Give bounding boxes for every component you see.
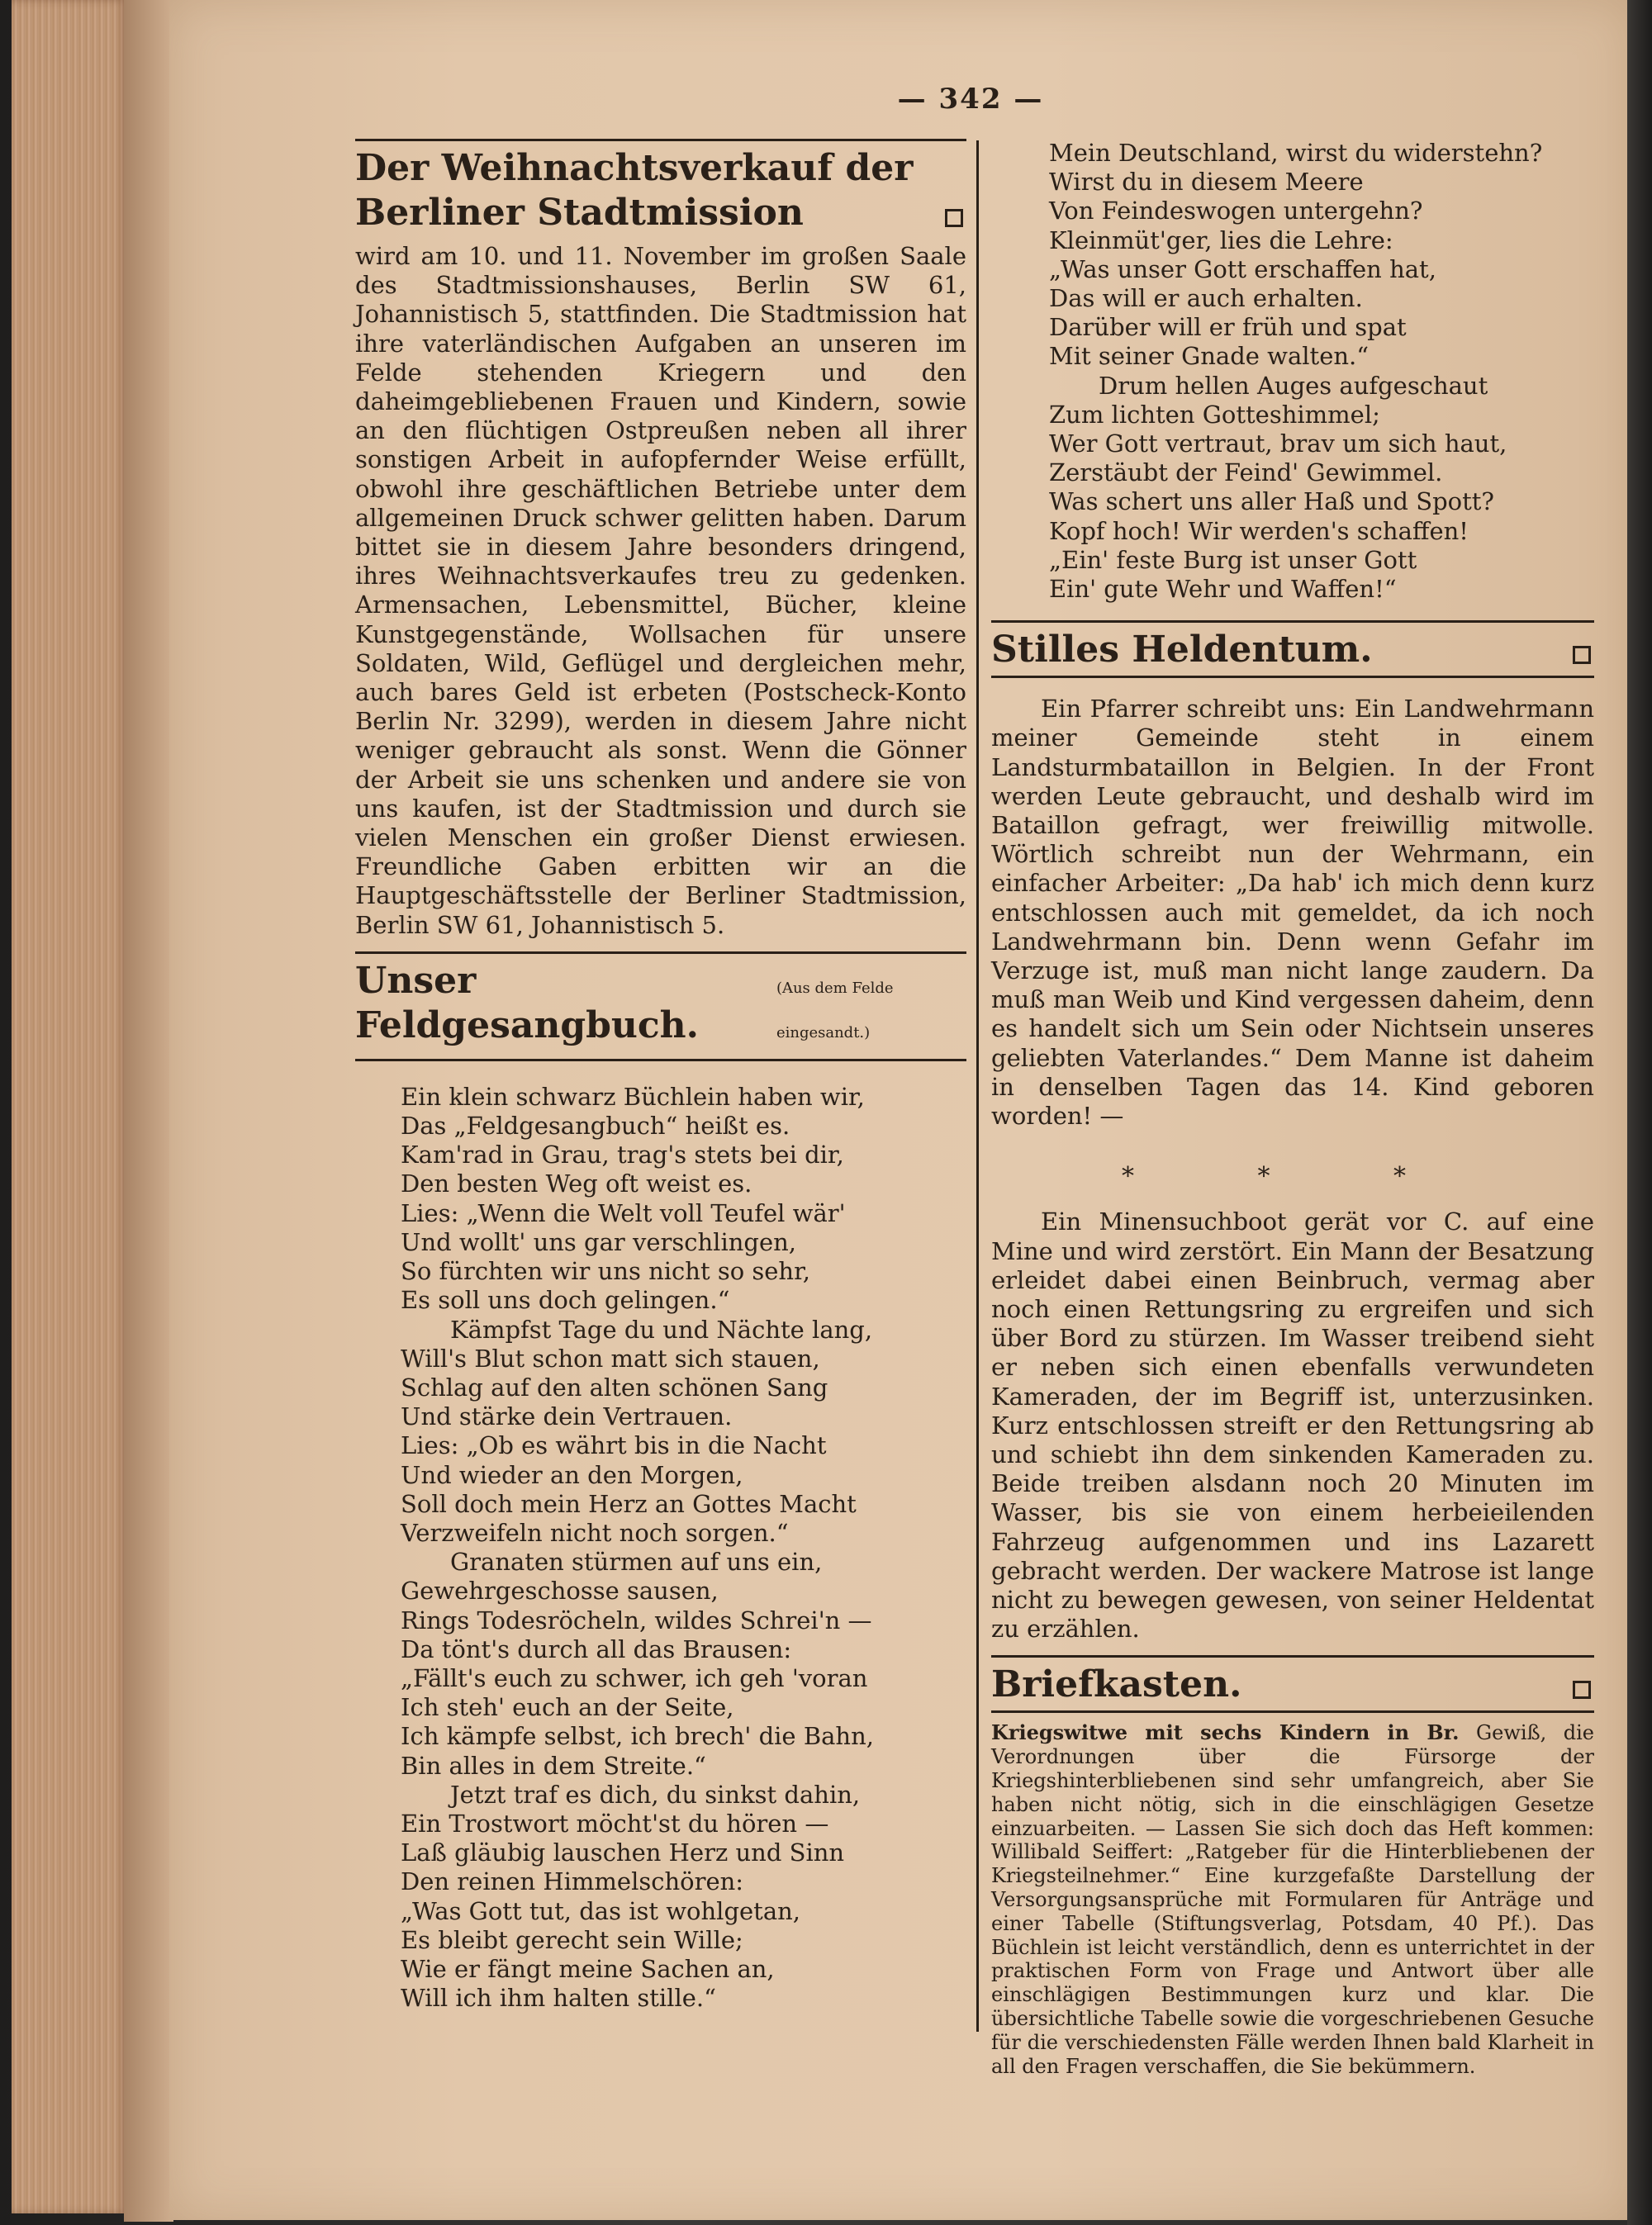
square-ornament-icon: [945, 209, 963, 227]
poem-line: Zum lichten Gotteshimmel;: [1049, 400, 1380, 429]
poem-line: Darüber will er früh und spat: [1049, 313, 1407, 342]
poem-line: Rings Todesröcheln, wildes Schrei'n —: [401, 1606, 872, 1634]
poem-line: Drum hellen Auges aufgeschaut: [1099, 371, 1488, 400]
poem-line: „Was unser Gott erschaffen hat,: [1049, 254, 1436, 283]
top-rule-left: [355, 139, 966, 141]
article-title-text: Unser Feldgesangbuch.: [355, 959, 699, 1046]
cover-edge-right: [1627, 0, 1652, 2225]
poem-line: Und wollt' uns gar verschlingen,: [401, 1227, 797, 1256]
poem-line: Will ich ihm halten stille.“: [401, 1984, 716, 2013]
poem-stanza: [401, 1316, 966, 1549]
poem-line: Mein Deutschland, wirst du widerstehn?: [1049, 139, 1543, 167]
poem-line: Lies: „Wenn die Welt voll Teufel wär': [401, 1198, 846, 1227]
gutter: [124, 0, 173, 2222]
poem-line: Was schert uns aller Haß und Spott?: [1049, 487, 1494, 516]
poem-line: Kam'rad in Grau, trag's stets bei dir,: [401, 1141, 844, 1169]
poem-line: Das „Feldgesangbuch“ heißt es.: [401, 1112, 790, 1141]
poem-line: Wirst du in diesem Meere: [1049, 168, 1364, 197]
poem-line: Es soll uns doch gelingen.“: [401, 1286, 730, 1315]
letter-answer: Gewiß, die Verordnungen über die Fürsorge der Kriegshinterbliebenen sind sehr umfangreich, aber Sie haben nicht nötig, sich in die einschlägigen Gesetze einzuarbeiten. — Lassen Sie sich doch das Heft kommen: Willibald Seiffert: „Ratgeber für die Hinterbliebenen der Kriegsteilnehmer.“ Eine kurzgefaßte Darstellung der Versorgungsansprüche mit Formularen für Anträge und einer Tabelle (Stiftungsverlag, Potsdam, 40 Pf.). Das Büchlein ist leicht verständlich, denn es unterrichtet in der praktischen Form von Frage und Antwort über alle einschlägigen Bestimmungen kurz und klar. Die übersichtliche Tabelle sowie die vorgeschriebenen Gesuche für die verschiedensten Fälle werden Ihnen bald Klarheit in all den Fragen verschaffen, die Sie bekümmern.: [991, 1721, 1594, 2078]
section-rule: [355, 951, 966, 954]
poem-line: Verzweifeln nicht noch sorgen.“: [401, 1518, 789, 1547]
poem-continuation: [991, 139, 1594, 604]
poem-line: Kopf hoch! Wir werden's schaffen!: [1049, 516, 1469, 545]
poem-stanza: [401, 1548, 966, 1781]
right-column: [991, 139, 1594, 2078]
paragraph: Ein Minensuchboot gerät vor C. auf eine Mine und wird zerstört. Ein Mann der Besatzung erleidet dabei einen Beinbruch, vermag aber noch einen Rettungsring zu ergreifen und sich über Bord zu stürzen. Im Wasser treibend sieht er neben sich einen ebenfalls verwundeten Kameraden, der im Begriff ist, unterzusinken. Kurz entschlossen streift er den Rettungsring ab und schiebt ihn dem sinkenden Kameraden zu. Beide treiben alsdann noch 20 Minuten im Wasser, bis sie von einem herbeieilenden Fahrzeug aufgenommen und ins Lazarett gebracht werden. Der wackere Matrose ist lange nicht zu bewegen gewesen, von seiner Heldentat zu erzählen.: [991, 1207, 1594, 1644]
poem-stanza: [1049, 139, 1594, 372]
poem-line: „Fällt's euch zu schwer, ich geh 'voran: [401, 1663, 868, 1692]
poem-line: Den besten Weg oft weist es.: [401, 1169, 752, 1198]
article-title-weihnachtsverkauf: [355, 146, 966, 235]
article-title-briefkasten: [991, 1663, 1594, 1707]
letter-recipient: Kriegswitwe mit sechs Kindern in Br.: [991, 1720, 1460, 1745]
article-title-heldentum: [991, 628, 1594, 672]
poem-line: Ich kämpfe selbst, ich brech' die Bahn,: [401, 1722, 874, 1751]
left-column: [355, 139, 966, 2013]
square-ornament-icon: [1573, 646, 1591, 664]
poem-feldgesangbuch: [355, 1083, 966, 2014]
poem-line: Jetzt traf es dich, du sinkst dahin,: [450, 1780, 861, 1809]
paragraph: wird am 10. und 11. November im großen Saale des Stadtmissionshauses, Berlin SW 61, Johannistisch 5, stattfinden. Die Stadtmission hat ihre vaterländischen Aufgaben an unseren im Felde stehenden Kriegern und den daheimgebliebenen Frauen und Kindern, sowie an den flüchtigen Ostpreußen neben all ihrer sonstigen Arbeit in aufopfernder Weise erfüllt, obwohl ihre geschäftlichen Betriebe unter dem allgemeinen Druck schwer gelitten haben. Darum bittet sie in diesem Jahre besonders dringend, ihres Weihnachtsverkaufes treu zu gedenken. Armensachen, Lebensmittel, Bücher, kleine Kunstgegenstände, Wollsachen für unsere Soldaten, Wild, Geflügel und dergleichen mehr, auch bares Geld ist erbeten (Postscheck-Konto Berlin Nr. 3299), werden in diesem Jahre nicht weniger gebraucht als sonst. Wenn die Gönner der Arbeit sie uns schenken und andere sie von uns kaufen, ist der Stadtmission und durch sie vielen Menschen ein großer Dienst erwiesen. Freundliche Gaben erbitten wir an die Hauptgeschäftsstelle der Berliner Stadtmission, Berlin SW 61, Johannistisch 5.: [355, 242, 966, 939]
poem-line: So fürchten wir uns nicht so sehr,: [401, 1257, 811, 1286]
poem-line: Kämpfst Tage du und Nächte lang,: [450, 1315, 873, 1344]
article-note: (Aus dem Felde eingesandt.): [776, 979, 894, 1041]
poem-line: Kleinmüt'ger, lies die Lehre:: [1049, 225, 1393, 254]
article-title-feldgesangbuch: [355, 959, 966, 1056]
poem-line: Da tönt's durch all das Brausen:: [401, 1634, 792, 1663]
article-body-weihnachtsverkauf: [355, 242, 966, 940]
poem-line: Bin alles in dem Streite.“: [401, 1751, 706, 1780]
poem-line: Wer Gott vertraut, brav um sich haut,: [1049, 429, 1507, 458]
page-edges: [12, 0, 127, 2213]
poem-line: Von Feindeswogen untergehn?: [1049, 197, 1423, 225]
poem-line: Den reinen Himmelschören:: [401, 1867, 744, 1896]
article-body-briefkasten: [991, 1721, 1594, 2078]
poem-line: Das will er auch erhalten.: [1049, 284, 1363, 313]
poem-line: Ein Trostwort möcht'st du hören —: [401, 1809, 829, 1838]
poem-line: Mit seiner Gnade walten.“: [1049, 342, 1370, 371]
section-rule: [991, 1710, 1594, 1713]
column-divider: [976, 140, 979, 2032]
poem-line: Soll doch mein Herz an Gottes Macht: [401, 1489, 857, 1518]
paragraph: Ein Pfarrer schreibt uns: Ein Landwehrmann meiner Gemeinde steht in einem Landsturmbataillon in Belgien. In der Front werden Leute gebraucht, und deshalb wird im Bataillon gefragt, wer freiwillig mitwolle. Wörtlich schreibt nun der Wehrmann, ein einfacher Arbeiter: „Da hab' ich mich denn kurz entschlossen auch mit gemeldet, da ich noch Landwehrmann bin. Denn wenn Gefahr im Verzuge ist, muß man nicht lange zaudern. Da muß man Weib und Kind vergessen daheim, denn es handelt sich um Sein oder Nichtsein unseres geliebten Vaterlandes.“ Dem Manne ist daheim in denselben Tagen das 14. Kind geboren worden! —: [991, 695, 1594, 1131]
poem-line: Zerstäubt der Feind' Gewimmel.: [1049, 458, 1443, 487]
poem-line: Granaten stürmen auf uns ein,: [450, 1548, 823, 1577]
poem-line: „Ein' feste Burg ist unser Gott: [1049, 545, 1417, 574]
poem-line: Ein' gute Wehr und Waffen!“: [1049, 575, 1397, 604]
poem-line: Wie er fängt meine Sachen an,: [401, 1954, 775, 1983]
poem-line: Laß gläubig lauschen Herz und Sinn: [401, 1838, 845, 1867]
square-ornament-icon: [1573, 1681, 1591, 1699]
poem-stanza: [401, 1781, 966, 2014]
poem-line: Will's Blut schon matt sich stauen,: [401, 1344, 820, 1373]
section-rule: [991, 1655, 1594, 1658]
poem-line: Ich steh' euch an der Seite,: [401, 1693, 734, 1722]
poem-line: Es bleibt gerecht sein Wille;: [401, 1925, 743, 1954]
poem-stanza: [1049, 372, 1594, 605]
section-stars: * * *: [1121, 1162, 1464, 1192]
section-rule: [991, 676, 1594, 678]
poem-line: Ein klein schwarz Büchlein haben wir,: [401, 1082, 865, 1111]
section-rule: [355, 1059, 966, 1061]
article-title-text: Der Weihnachtsverkauf der Berliner Stadtmission: [355, 147, 914, 234]
page-number: — 342 —: [897, 83, 1044, 116]
poem-line: Und wieder an den Morgen,: [401, 1460, 743, 1489]
article-title-text: Briefkasten.: [991, 1663, 1242, 1706]
poem-line: Lies: „Ob es währt bis in die Nacht: [401, 1431, 827, 1460]
poem-stanza: [401, 1083, 966, 1316]
article-body-minensuchboot: [991, 1207, 1594, 1644]
poem-line: Und stärke dein Vertrauen.: [401, 1402, 733, 1431]
article-title-text: Stilles Heldentum.: [991, 629, 1373, 671]
section-rule: [991, 620, 1594, 623]
poem-line: Gewehrgeschosse sausen,: [401, 1577, 719, 1606]
poem-line: „Was Gott tut, das ist wohlgetan,: [401, 1896, 801, 1925]
poem-line: Schlag auf den alten schönen Sang: [401, 1373, 828, 1402]
article-body-heldentum: [991, 695, 1594, 1131]
